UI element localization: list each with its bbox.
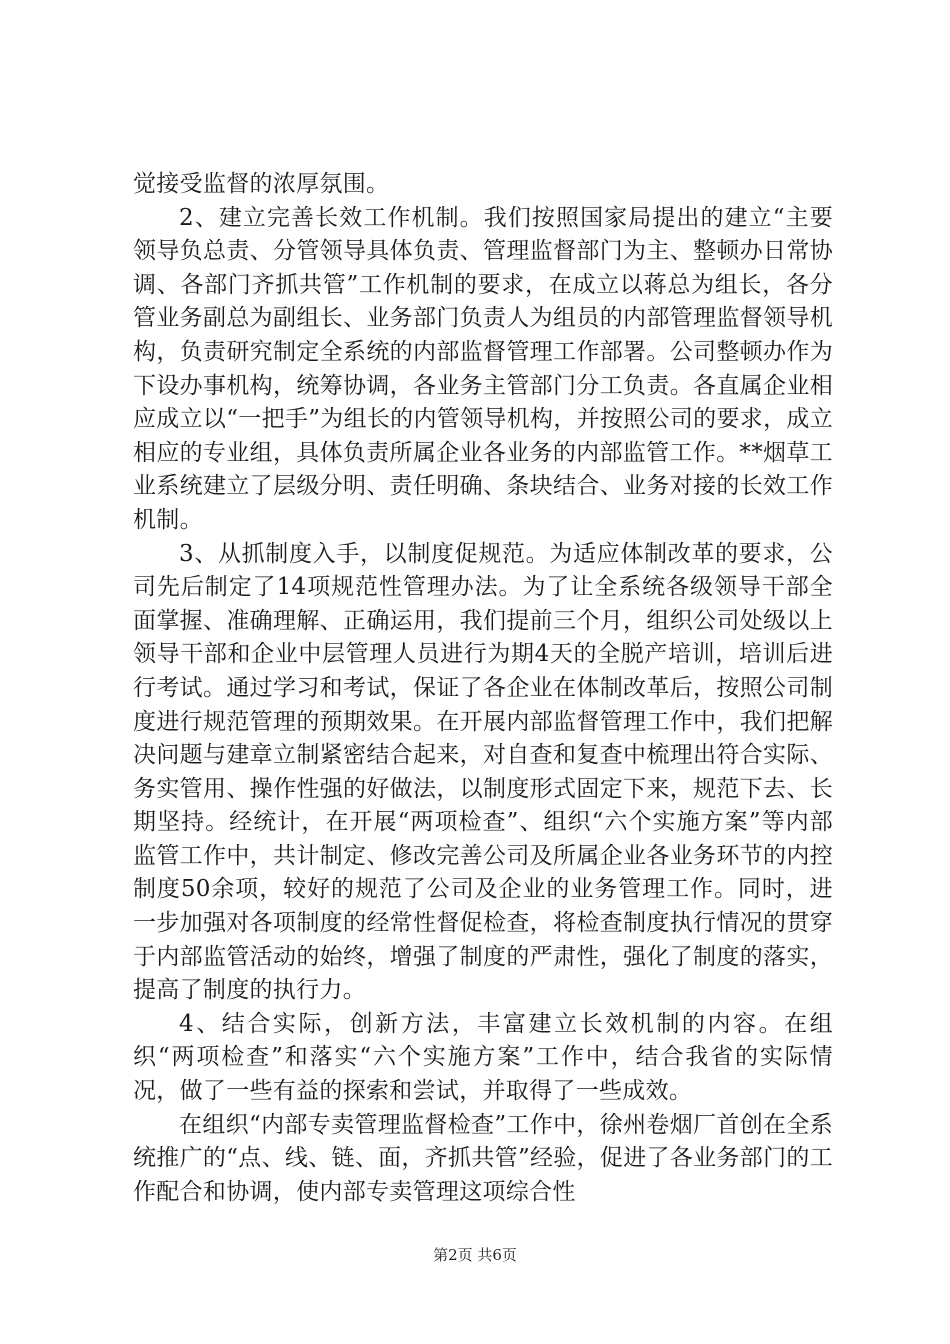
paragraph-innovation: 4、结合实际，创新方法，丰富建立长效机制的内容。在组织“两项检查”和落实“六个实施方案”工作中，结合我省的实际情况，做了一些有益的探索和尝试，并取得了一些成效。 <box>133 1010 833 1105</box>
document-body <box>133 168 833 1209</box>
page-number-footer: 第2页 共6页 <box>433 1246 517 1264</box>
paragraph-regulations: 3、从抓制度入手，以制度促规范。为适应体制改革的要求，公司先后制定了14项规范性管理办法。为了让全系统各级领导干部全面掌握、准确理解、正确运用，我们提前三个月，组织公司处级以上领导干部和企业中层管理人员进行为期4天的全脱产培训，培训后进行考试。通过学习和考试，保证了各企业在体制改革后，按照公司制度进行规范管理的预期效果。在开展内部监督管理工作中，我们把解决问题与建章立制紧密结合起来，对自查和复查中梳理出符合实际、务实管用、操作性强的好做法，以制度形式固定下来，规范下去、长期坚持。经统计，在开展“两项检查”、组织“六个实施方案”等内部监管工作中，共计制定、修改完善公司及所属企业各业务环节的内控制度50余项，较好的规范了公司及企业的业务管理工作。同时，进一步加强对各项制度的经常性督促检查，将检查制度执行情况的贯穿于内部监管活动的始终，增强了制度的严肃性，强化了制度的落实，提高了制度的执行力。 <box>133 540 833 1004</box>
paragraph-mechanism: 2、建立完善长效工作机制。我们按照国家局提出的建立“主要领导负总责、分管领导具体负责、管理监督部门为主、整顿办日常协调、各部门齐抓共管”工作机制的要求，在成立以蒋总为组长，各分管业务副总为副组长、业务部门负责人为组员的内部管理监督领导机构，负责研究制定全系统的内部监督管理工作部署。公司整顿办作为下设办事机构，统筹协调，各业务主管部门分工负责。各直属企业相应成立以“一把手”为组长的内管领导机构，并按照公司的要求，成立相应的专业组，具体负责所属企业各业务的内部监管工作。**烟草工业系统建立了层级分明、责任明确、条块结合、业务对接的长效工作机制。 <box>133 204 833 533</box>
paragraph-inspection: 在组织“内部专卖管理监督检查”工作中，徐州卷烟厂首创在全系统推广的“点、线、链、面，齐抓共管”经验，促进了各业务部门的工作配合和协调，使内部专卖管理这项综合性 <box>133 1111 833 1205</box>
paragraph-continuation: 觉接受监督的浓厚氛围。 <box>133 171 390 197</box>
